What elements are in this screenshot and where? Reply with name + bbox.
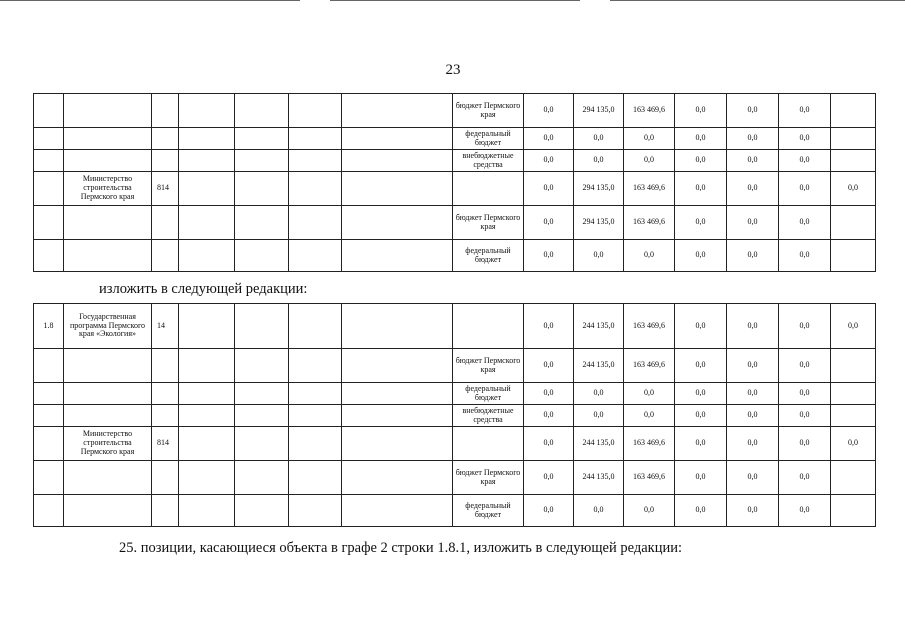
table-row	[34, 94, 876, 128]
funding-source-cell: бюджет Пермского края	[453, 349, 524, 383]
code-cell	[152, 94, 179, 128]
empty-cell	[235, 172, 289, 206]
amount-cell	[831, 240, 876, 272]
empty-cell	[289, 94, 342, 128]
empty-cell	[289, 150, 342, 172]
amount-cell	[831, 150, 876, 172]
program-name-cell	[64, 405, 152, 427]
empty-cell	[289, 172, 342, 206]
funding-source-cell: федеральный бюджет	[453, 383, 524, 405]
row-number-cell	[34, 349, 64, 383]
program-name-cell	[64, 128, 152, 150]
empty-cell	[289, 206, 342, 240]
amount-cell: 0,0	[624, 383, 675, 405]
code-cell	[152, 349, 179, 383]
amount-cell: 0,0	[675, 349, 727, 383]
table-row	[34, 495, 876, 527]
amount-cell: 0,0	[727, 172, 779, 206]
empty-cell	[289, 304, 342, 349]
empty-cell	[179, 172, 235, 206]
amount-cell: 0,0	[675, 128, 727, 150]
amount-cell: 0,0	[727, 128, 779, 150]
table-row	[34, 206, 876, 240]
top-budget-table	[33, 93, 876, 272]
bottom-budget-table	[33, 303, 876, 527]
empty-cell	[179, 150, 235, 172]
table-row	[34, 405, 876, 427]
amount-cell: 0,0	[779, 172, 831, 206]
table-row	[34, 128, 876, 150]
amount-cell: 0,0	[524, 172, 574, 206]
table-row	[34, 427, 876, 461]
empty-cell	[179, 427, 235, 461]
code-cell	[152, 383, 179, 405]
empty-cell	[179, 304, 235, 349]
amount-cell: 294 135,0	[574, 172, 624, 206]
empty-cell	[289, 349, 342, 383]
funding-source-cell: бюджет Пермского края	[453, 206, 524, 240]
code-cell	[152, 150, 179, 172]
top-border-line-mid	[330, 0, 580, 1]
funding-source-cell: федеральный бюджет	[453, 128, 524, 150]
amount-cell: 0,0	[624, 495, 675, 527]
empty-cell	[289, 405, 342, 427]
page-number: 23	[445, 62, 461, 78]
empty-cell	[342, 495, 453, 527]
row-number-cell	[34, 427, 64, 461]
empty-cell	[235, 150, 289, 172]
empty-cell	[289, 240, 342, 272]
empty-cell	[342, 427, 453, 461]
amount-cell: 244 135,0	[574, 304, 624, 349]
row-number-cell	[34, 495, 64, 527]
code-cell	[152, 240, 179, 272]
amount-cell: 0,0	[675, 94, 727, 128]
empty-cell	[342, 304, 453, 349]
amount-cell: 0,0	[727, 94, 779, 128]
amount-cell	[831, 405, 876, 427]
amount-cell: 0,0	[524, 383, 574, 405]
amount-cell: 0,0	[675, 405, 727, 427]
amount-cell: 0,0	[779, 128, 831, 150]
amount-cell: 163 469,6	[624, 304, 675, 349]
empty-cell	[342, 172, 453, 206]
amount-cell: 0,0	[675, 240, 727, 272]
amount-cell: 0,0	[524, 405, 574, 427]
amount-cell: 0,0	[779, 349, 831, 383]
empty-cell	[342, 240, 453, 272]
amount-cell: 0,0	[524, 427, 574, 461]
funding-source-cell: бюджет Пермского края	[453, 94, 524, 128]
empty-cell	[235, 383, 289, 405]
empty-cell	[235, 427, 289, 461]
amount-cell: 0,0	[779, 427, 831, 461]
amount-cell: 0,0	[727, 383, 779, 405]
empty-cell	[235, 495, 289, 527]
amount-cell: 294 135,0	[574, 94, 624, 128]
row-number-cell	[34, 128, 64, 150]
amount-cell: 0,0	[831, 172, 876, 206]
amount-cell	[831, 495, 876, 527]
empty-cell	[235, 405, 289, 427]
funding-source-cell: бюджет Пермского края	[453, 461, 524, 495]
amount-cell: 0,0	[574, 128, 624, 150]
funding-source-cell	[453, 304, 524, 349]
table-row	[34, 349, 876, 383]
empty-cell	[289, 383, 342, 405]
amount-cell: 0,0	[624, 150, 675, 172]
program-name-cell	[64, 461, 152, 495]
amount-cell: 0,0	[524, 150, 574, 172]
empty-cell	[235, 94, 289, 128]
program-name-cell	[64, 383, 152, 405]
amount-cell: 244 135,0	[574, 349, 624, 383]
amount-cell: 163 469,6	[624, 461, 675, 495]
empty-cell	[342, 405, 453, 427]
amount-cell: 0,0	[779, 495, 831, 527]
empty-cell	[342, 94, 453, 128]
empty-cell	[179, 383, 235, 405]
empty-cell	[235, 304, 289, 349]
amount-cell: 0,0	[675, 150, 727, 172]
row-number-cell: 1.8	[34, 304, 64, 349]
code-cell	[152, 206, 179, 240]
amount-cell: 0,0	[727, 240, 779, 272]
empty-cell	[179, 495, 235, 527]
program-name-cell	[64, 349, 152, 383]
amount-cell: 0,0	[675, 172, 727, 206]
amount-cell: 0,0	[524, 461, 574, 495]
code-cell	[152, 495, 179, 527]
amount-cell: 0,0	[779, 240, 831, 272]
row-number-cell	[34, 383, 64, 405]
empty-cell	[235, 128, 289, 150]
amount-cell: 0,0	[779, 150, 831, 172]
code-cell: 814	[152, 427, 179, 461]
empty-cell	[342, 461, 453, 495]
program-name-cell: Министерство строительства Пермского края	[64, 172, 152, 206]
table-row	[34, 383, 876, 405]
program-name-cell: Государственная программа Пермского края «Экология»	[64, 304, 152, 349]
amount-cell: 0,0	[524, 240, 574, 272]
empty-cell	[179, 206, 235, 240]
code-cell	[152, 461, 179, 495]
amount-cell: 0,0	[727, 304, 779, 349]
empty-cell	[342, 150, 453, 172]
amount-cell: 163 469,6	[624, 206, 675, 240]
amount-cell: 294 135,0	[574, 206, 624, 240]
empty-cell	[342, 383, 453, 405]
table-row	[34, 150, 876, 172]
funding-source-cell: внебюджетные средства	[453, 150, 524, 172]
amount-cell: 0,0	[727, 461, 779, 495]
amount-cell: 0,0	[675, 304, 727, 349]
amount-cell: 0,0	[779, 383, 831, 405]
code-cell	[152, 405, 179, 427]
funding-source-cell: внебюджетные средства	[453, 405, 524, 427]
empty-cell	[235, 206, 289, 240]
empty-cell	[179, 461, 235, 495]
empty-cell	[235, 461, 289, 495]
footer-text: 25. позиции, касающиеся объекта в графе 2 строки 1.8.1, изложить в следующей редакции:	[119, 540, 683, 556]
amount-cell: 0,0	[779, 461, 831, 495]
table-row	[34, 240, 876, 272]
amount-cell: 0,0	[727, 150, 779, 172]
amount-cell	[831, 94, 876, 128]
amount-cell: 0,0	[574, 383, 624, 405]
table-row	[34, 461, 876, 495]
empty-cell	[342, 128, 453, 150]
amount-cell: 0,0	[574, 240, 624, 272]
amount-cell: 0,0	[831, 427, 876, 461]
empty-cell	[235, 240, 289, 272]
amount-cell: 0,0	[779, 206, 831, 240]
empty-cell	[179, 128, 235, 150]
amount-cell: 0,0	[727, 427, 779, 461]
empty-cell	[342, 206, 453, 240]
amount-cell: 0,0	[574, 150, 624, 172]
top-border-line-left	[0, 0, 300, 1]
top-border-line-right	[610, 0, 905, 1]
amount-cell: 0,0	[779, 94, 831, 128]
amount-cell: 0,0	[524, 304, 574, 349]
amount-cell	[831, 349, 876, 383]
amount-cell	[831, 383, 876, 405]
empty-cell	[289, 128, 342, 150]
code-cell: 814	[152, 172, 179, 206]
program-name-cell	[64, 150, 152, 172]
amount-cell: 244 135,0	[574, 427, 624, 461]
empty-cell	[289, 461, 342, 495]
row-number-cell	[34, 150, 64, 172]
amount-cell: 0,0	[524, 495, 574, 527]
amount-cell: 0,0	[574, 495, 624, 527]
empty-cell	[179, 240, 235, 272]
amount-cell: 163 469,6	[624, 427, 675, 461]
row-number-cell	[34, 461, 64, 495]
amount-cell: 0,0	[524, 349, 574, 383]
amount-cell: 0,0	[524, 128, 574, 150]
amount-cell: 0,0	[524, 206, 574, 240]
amount-cell: 0,0	[675, 206, 727, 240]
amount-cell: 0,0	[779, 405, 831, 427]
row-number-cell	[34, 405, 64, 427]
funding-source-cell	[453, 427, 524, 461]
program-name-cell	[64, 240, 152, 272]
amount-cell: 244 135,0	[574, 461, 624, 495]
code-cell	[152, 128, 179, 150]
funding-source-cell	[453, 172, 524, 206]
funding-source-cell: федеральный бюджет	[453, 240, 524, 272]
funding-source-cell: федеральный бюджет	[453, 495, 524, 527]
amount-cell	[831, 461, 876, 495]
code-cell: 14	[152, 304, 179, 349]
program-name-cell: Министерство строительства Пермского края	[64, 427, 152, 461]
amount-cell: 0,0	[624, 405, 675, 427]
amount-cell: 163 469,6	[624, 172, 675, 206]
instruction-text: изложить в следующей редакции:	[99, 281, 308, 297]
amount-cell: 0,0	[831, 304, 876, 349]
amount-cell: 0,0	[574, 405, 624, 427]
empty-cell	[289, 427, 342, 461]
empty-cell	[179, 349, 235, 383]
row-number-cell	[34, 94, 64, 128]
amount-cell: 163 469,6	[624, 349, 675, 383]
amount-cell: 0,0	[675, 427, 727, 461]
empty-cell	[179, 94, 235, 128]
amount-cell: 0,0	[727, 405, 779, 427]
row-number-cell	[34, 172, 64, 206]
amount-cell: 0,0	[675, 383, 727, 405]
amount-cell: 163 469,6	[624, 94, 675, 128]
amount-cell	[831, 128, 876, 150]
amount-cell: 0,0	[675, 461, 727, 495]
table-row	[34, 172, 876, 206]
empty-cell	[342, 349, 453, 383]
amount-cell: 0,0	[727, 349, 779, 383]
amount-cell: 0,0	[675, 495, 727, 527]
empty-cell	[179, 405, 235, 427]
amount-cell: 0,0	[727, 495, 779, 527]
row-number-cell	[34, 240, 64, 272]
program-name-cell	[64, 94, 152, 128]
empty-cell	[235, 349, 289, 383]
row-number-cell	[34, 206, 64, 240]
table-row	[34, 304, 876, 349]
amount-cell	[831, 206, 876, 240]
amount-cell: 0,0	[779, 304, 831, 349]
program-name-cell	[64, 206, 152, 240]
amount-cell: 0,0	[624, 128, 675, 150]
empty-cell	[289, 495, 342, 527]
amount-cell: 0,0	[524, 94, 574, 128]
amount-cell: 0,0	[727, 206, 779, 240]
program-name-cell	[64, 495, 152, 527]
amount-cell: 0,0	[624, 240, 675, 272]
